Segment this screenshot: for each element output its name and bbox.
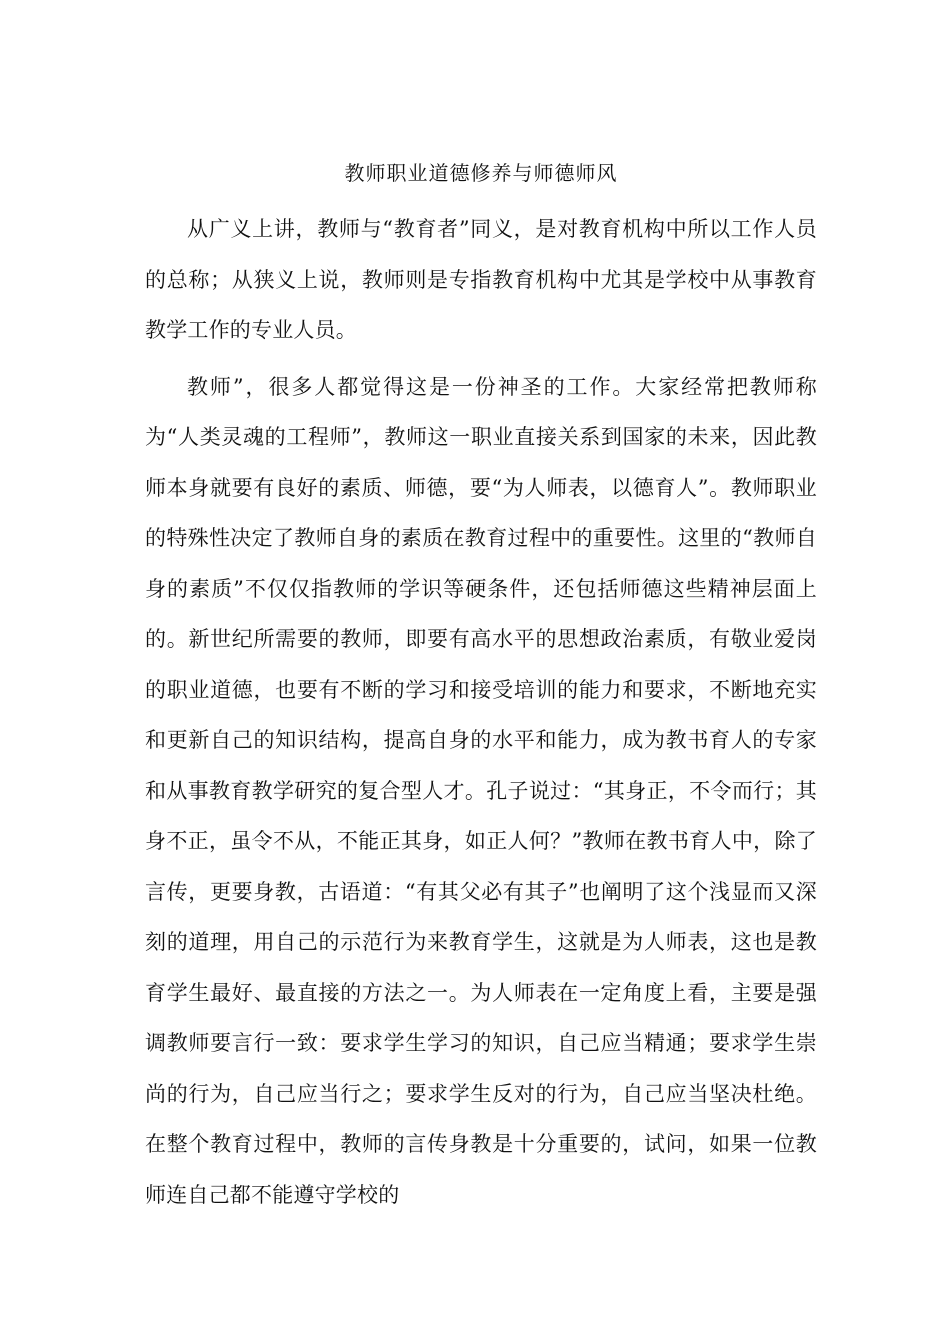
paragraph-2: 教师”，很多人都觉得这是一份神圣的工作。大家经常把教师称为“人类灵魂的工程师”，教师这一职业直接关系到国家的未来，因此教师本身就要有良好的素质、师德，要“为人师表，以德育人”。教师职业的特殊性决定了教师自身的素质在教育过程中的重要性。这里的“教师自身的素质”不仅仅指教师的学识等硬条件，还包括师德这些精神层面上的。新世纪所需要的教师，即要有高水平的思想政治素质，有敬业爱岗的职业道德，也要有不断的学习和接受培训的能力和要求，不断地充实和更新自己的知识结构，提高自身的水平和能力，成为教书育人的专家和从事教育教学研究的复合型人才。孔子说过：“其身正，不令而行；其身不正，虽令不从，不能正其身，如正人何？”教师在教书育人中，除了言传，更要身教，古语道：“有其父必有其子”也阐明了这个浅显而又深刻的道理，用自己的示范行为来教育学生，这就是为人师表，这也是教育学生最好、最直接的方法之一。为人师表在一定角度上看，主要是强调教师要言行一致：要求学生学习的知识，自己应当精通；要求学生崇尚的行为，自己应当行之；要求学生反对的行为，自己应当坚决杜绝。在整个教育过程中，教师的言传身教是十分重要的，试问，如果一位教师连自己都不能遵守学校的 xyxy=(145,374,817,1207)
document-body xyxy=(145,148,817,1220)
document-title: 教师职业道德修养与师德师风 xyxy=(344,161,618,185)
paragraph-1: 从广义上讲，教师与“教育者”同义，是对教育机构中所以工作人员的总称；从狭义上说，教师则是专指教育机构中尤其是学校中从事教育教学工作的专业人员。 xyxy=(145,217,817,342)
